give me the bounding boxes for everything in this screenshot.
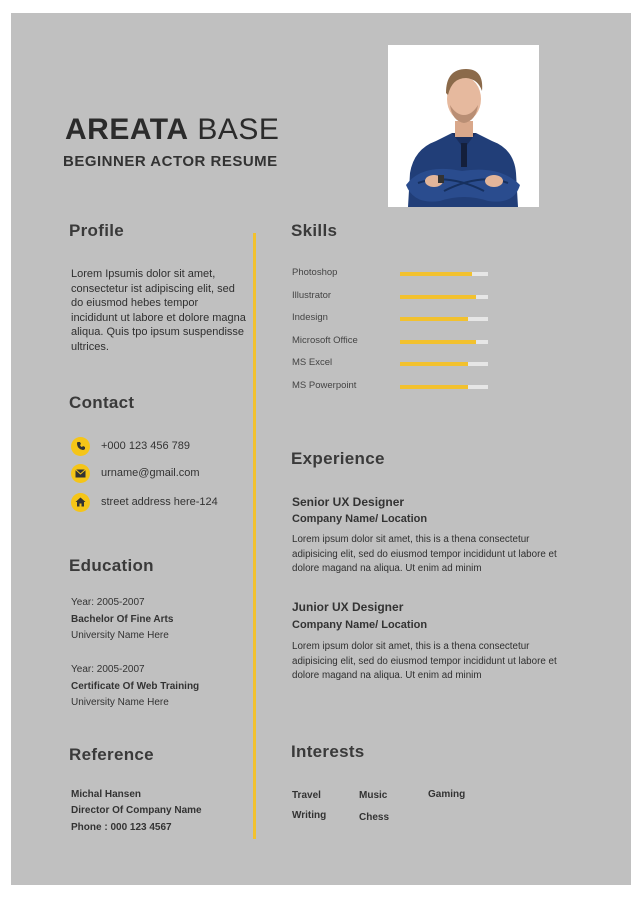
skill-bar-fill — [400, 295, 476, 299]
profile-heading: Profile — [69, 221, 125, 240]
experience-2-title: Junior UX Designer — [292, 600, 404, 614]
skill-bar-track — [400, 295, 488, 299]
education-2-year: Year: 2005-2007 — [71, 664, 145, 675]
profile-text: Lorem Ipsumis dolor sit amet, consectetur ist adipiscing elit, sed do eiusmod hebes tempor incididunt ut labore et dolore magna aliqua. Quis tpo ipsum suspendisse ultrices. — [71, 268, 246, 353]
contact-address — [71, 492, 218, 512]
skills-heading: Skills — [291, 221, 338, 240]
skill-bar-track — [400, 385, 488, 389]
reference-heading: Reference — [69, 745, 154, 764]
person-illustration — [388, 45, 539, 207]
skill-bar-fill — [400, 362, 468, 366]
contact-phone-text: +000 123 456 789 — [101, 440, 191, 452]
interest-item: Music — [359, 790, 388, 801]
resume-name — [65, 113, 279, 147]
education-1-school: University Name Here — [71, 630, 169, 641]
contact-heading: Contact — [69, 393, 135, 412]
interest-item: Writing — [292, 810, 327, 821]
experience-1-title: Senior UX Designer — [292, 495, 405, 509]
experience-2-company: Company Name/ Location — [292, 619, 428, 631]
skill-label: Indesign — [292, 312, 328, 323]
profile-photo — [388, 45, 539, 207]
education-heading: Education — [69, 556, 154, 575]
skill-label: Microsoft Office — [292, 335, 358, 346]
skill-bar-track — [400, 362, 488, 366]
education-2-degree: Certificate Of Web Training — [71, 681, 200, 692]
experience-1-text: Lorem ipsum dolor sit amet, this is a thena consectetur adipisicing elit, sed do eiusmod tempor incididunt ut labore et dolore magand na aliqua. Ut enim ad minim — [292, 534, 557, 574]
experience-1-company: Company Name/ Location — [292, 513, 428, 525]
education-1-year: Year: 2005-2007 — [71, 597, 145, 608]
skill-label: MS Excel — [292, 357, 333, 368]
education-1-degree: Bachelor Of Fine Arts — [71, 614, 174, 625]
skill-bar-fill — [400, 317, 468, 321]
skill-bar-track — [400, 340, 488, 344]
column-divider — [253, 233, 256, 839]
experience-2-text: Lorem ipsum dolor sit amet, this is a thena consectetur adipisicing elit, sed do eiusmod tempor incididunt ut labore et dolore magand na aliqua. Ut enim ad minim — [292, 641, 557, 681]
contact-phone — [71, 436, 190, 456]
skill-label: MS Powerpoint — [292, 380, 357, 391]
skill-bar-track — [400, 317, 488, 321]
interest-item: Chess — [359, 812, 390, 823]
name-last: BASE — [197, 113, 280, 146]
home-icon — [71, 493, 90, 512]
interests-heading: Interests — [291, 742, 365, 761]
contact-email-text: urname@gmail.com — [101, 467, 200, 479]
resume-subtitle: BEGINNER ACTOR RESUME — [63, 153, 278, 170]
skill-bar-track — [400, 272, 488, 276]
skill-bar-fill — [400, 385, 468, 389]
skill-bar-fill — [400, 272, 472, 276]
experience-heading: Experience — [291, 449, 385, 468]
contact-address-text: street address here-124 — [101, 496, 218, 508]
skill-label: Illustrator — [292, 290, 332, 301]
reference-phone: Phone : 000 123 4567 — [71, 822, 172, 833]
name-first: AREATA — [65, 113, 189, 146]
reference-name: Michal Hansen — [71, 789, 142, 800]
resume-sheet — [11, 13, 631, 885]
mail-icon — [71, 464, 90, 483]
reference-title: Director Of Company Name — [71, 805, 202, 816]
contact-email — [71, 463, 200, 483]
education-2-school: University Name Here — [71, 697, 169, 708]
interest-item: Travel — [292, 790, 321, 801]
interest-item: Gaming — [428, 789, 466, 800]
phone-icon — [71, 437, 90, 456]
skill-bar-fill — [400, 340, 476, 344]
skill-label: Photoshop — [292, 267, 338, 278]
